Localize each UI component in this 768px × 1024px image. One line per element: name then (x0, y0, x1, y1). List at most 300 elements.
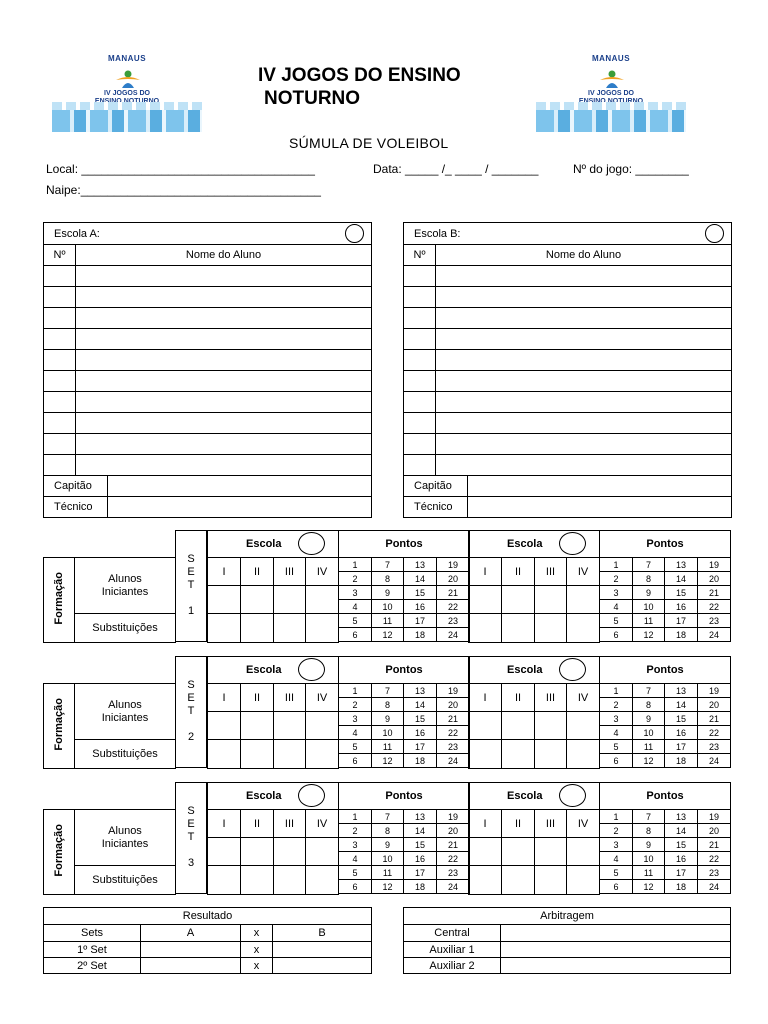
starting-player-cell[interactable] (502, 838, 535, 866)
point-cell[interactable]: 6 (600, 880, 633, 894)
player-name-cell[interactable] (436, 392, 732, 413)
point-cell[interactable]: 24 (437, 754, 470, 768)
points-header: Pontos (600, 657, 731, 684)
starting-player-cell[interactable] (469, 586, 502, 614)
substitution-cell[interactable] (567, 614, 600, 643)
player-number-cell[interactable] (404, 392, 436, 413)
point-cell[interactable]: 2 (339, 572, 372, 586)
point-cell[interactable]: 13 (404, 558, 437, 572)
point-cell[interactable]: 16 (404, 852, 437, 866)
set-number: 1 (187, 605, 195, 617)
point-cell[interactable]: 23 (437, 614, 470, 628)
point-cell[interactable]: 21 (698, 712, 731, 726)
referee-table (403, 907, 731, 974)
result-cell-a[interactable] (141, 958, 241, 974)
substitution-cell[interactable] (208, 740, 241, 769)
substitution-cell[interactable] (306, 740, 339, 769)
point-cell[interactable]: 23 (698, 614, 731, 628)
referee-name-cell[interactable] (501, 942, 731, 958)
point-cell[interactable]: 19 (698, 810, 731, 824)
point-cell[interactable]: 14 (404, 824, 437, 838)
player-name-cell[interactable] (76, 308, 372, 329)
player-number-cell[interactable] (404, 287, 436, 308)
logo-text: IV JOGOS DO (104, 90, 150, 97)
point-cell[interactable]: 23 (437, 866, 470, 880)
point-cell[interactable]: 4 (600, 600, 633, 614)
point-cell[interactable]: 4 (339, 600, 372, 614)
logo-org: MANAUS (591, 54, 631, 63)
starting-player-cell[interactable] (208, 586, 241, 614)
position-i-header: I (208, 558, 241, 586)
local-field[interactable]: Local: ___________________________________ (46, 162, 315, 176)
point-cell[interactable]: 10 (372, 726, 404, 740)
school-mark-circle[interactable] (345, 224, 364, 243)
position-iii-header: III (535, 558, 567, 586)
player-number-cell[interactable] (44, 350, 76, 371)
athlete-icon (598, 70, 626, 90)
school-mark-circle[interactable] (298, 532, 325, 555)
point-cell[interactable]: 21 (698, 838, 731, 852)
result-header-b: B (273, 925, 372, 942)
school-mark-circle[interactable] (705, 224, 724, 243)
substitution-cell[interactable] (274, 740, 306, 769)
point-cell[interactable]: 9 (372, 838, 404, 852)
point-cell[interactable]: 10 (633, 852, 665, 866)
point-cell[interactable]: 9 (633, 838, 665, 852)
point-cell[interactable]: 22 (437, 600, 470, 614)
point-cell[interactable]: 7 (372, 810, 404, 824)
point-cell[interactable]: 11 (372, 614, 404, 628)
starting-player-cell[interactable] (241, 712, 274, 740)
school-header: Escola (208, 657, 339, 684)
point-cell[interactable]: 15 (404, 712, 437, 726)
points-table (338, 656, 470, 768)
point-cell[interactable]: 10 (633, 726, 665, 740)
starting-player-cell[interactable] (535, 586, 567, 614)
player-number-cell[interactable] (404, 434, 436, 455)
set-label-column (175, 656, 207, 768)
point-cell[interactable]: 20 (437, 572, 470, 586)
point-cell[interactable]: 10 (372, 600, 404, 614)
substitution-cell[interactable] (208, 614, 241, 643)
date-field[interactable]: Data: _____ /_ ____ / _______ (373, 162, 539, 176)
point-cell[interactable]: 10 (633, 600, 665, 614)
starting-player-cell[interactable] (535, 838, 567, 866)
point-cell[interactable]: 8 (633, 698, 665, 712)
point-cell[interactable]: 1 (339, 684, 372, 698)
point-cell[interactable]: 19 (437, 558, 470, 572)
point-cell[interactable]: 14 (404, 698, 437, 712)
point-cell[interactable]: 12 (372, 628, 404, 642)
starting-player-cell[interactable] (274, 586, 306, 614)
substitution-cell[interactable] (567, 866, 600, 895)
point-cell[interactable]: 19 (698, 558, 731, 572)
points-header: Pontos (339, 657, 470, 684)
player-name-cell[interactable] (436, 413, 732, 434)
point-cell[interactable]: 14 (665, 824, 698, 838)
point-cell[interactable]: 21 (437, 838, 470, 852)
point-cell[interactable]: 5 (600, 740, 633, 754)
captain-cell[interactable] (108, 476, 372, 497)
starting-player-cell[interactable] (306, 712, 339, 740)
player-number-cell[interactable] (44, 329, 76, 350)
point-cell[interactable]: 8 (372, 824, 404, 838)
set-letter: S (187, 553, 195, 565)
substitution-cell[interactable] (502, 866, 535, 895)
substitution-cell[interactable] (241, 866, 274, 895)
set-label-column (175, 782, 207, 894)
point-cell[interactable]: 1 (600, 684, 633, 698)
point-cell[interactable]: 7 (372, 558, 404, 572)
point-cell[interactable]: 4 (339, 852, 372, 866)
point-cell[interactable]: 18 (665, 628, 698, 642)
point-cell[interactable]: 1 (339, 558, 372, 572)
point-cell[interactable]: 12 (372, 880, 404, 894)
point-cell[interactable]: 6 (600, 754, 633, 768)
player-name-cell[interactable] (76, 329, 372, 350)
point-cell[interactable]: 24 (698, 754, 731, 768)
point-cell[interactable]: 11 (633, 614, 665, 628)
coach-cell[interactable] (468, 497, 732, 518)
substitution-cell[interactable] (306, 614, 339, 643)
position-i-header: I (469, 558, 502, 586)
player-number-cell[interactable] (404, 413, 436, 434)
point-cell[interactable]: 5 (600, 614, 633, 628)
point-cell[interactable]: 18 (404, 754, 437, 768)
school-mark-circle[interactable] (298, 784, 325, 807)
player-name-cell[interactable] (76, 455, 372, 476)
point-cell[interactable]: 18 (404, 628, 437, 642)
point-cell[interactable]: 5 (339, 614, 372, 628)
point-cell[interactable]: 23 (437, 740, 470, 754)
point-cell[interactable]: 8 (372, 572, 404, 586)
point-cell[interactable]: 20 (437, 824, 470, 838)
coach-cell[interactable] (108, 497, 372, 518)
player-name-cell[interactable] (76, 350, 372, 371)
set-letter: T (187, 831, 195, 843)
point-cell[interactable]: 11 (372, 740, 404, 754)
school-header: Escola (469, 657, 600, 684)
starting-player-cell[interactable] (567, 712, 600, 740)
point-cell[interactable]: 19 (437, 810, 470, 824)
substitution-cell[interactable] (241, 740, 274, 769)
substitution-cell[interactable] (535, 740, 567, 769)
point-cell[interactable]: 6 (600, 628, 633, 642)
point-cell[interactable]: 4 (600, 726, 633, 740)
starting-player-cell[interactable] (208, 712, 241, 740)
point-cell[interactable]: 6 (339, 628, 372, 642)
captain-label: Capitão (404, 476, 468, 497)
referee-label: Central (404, 925, 501, 942)
player-number-cell[interactable] (44, 287, 76, 308)
starting-player-cell[interactable] (274, 838, 306, 866)
point-cell[interactable]: 3 (339, 838, 372, 852)
point-cell[interactable]: 8 (372, 698, 404, 712)
starting-player-cell[interactable] (469, 838, 502, 866)
point-cell[interactable]: 23 (698, 866, 731, 880)
point-cell[interactable]: 12 (633, 754, 665, 768)
player-name-cell[interactable] (76, 392, 372, 413)
point-cell[interactable]: 6 (339, 880, 372, 894)
substitution-cell[interactable] (535, 866, 567, 895)
position-iv-header: IV (567, 810, 600, 838)
substitution-cell[interactable] (469, 740, 502, 769)
player-name-cell[interactable] (436, 308, 732, 329)
point-cell[interactable]: 22 (698, 600, 731, 614)
player-number-cell[interactable] (404, 266, 436, 287)
result-cell-a[interactable] (141, 942, 241, 958)
point-cell[interactable]: 24 (437, 880, 470, 894)
point-cell[interactable]: 1 (339, 810, 372, 824)
point-cell[interactable]: 19 (698, 684, 731, 698)
point-cell[interactable]: 12 (633, 628, 665, 642)
substitution-cell[interactable] (208, 866, 241, 895)
school-label: Escola A: (44, 223, 372, 245)
result-cell-b[interactable] (273, 942, 372, 958)
school-mark-circle[interactable] (559, 658, 586, 681)
referee-title: Arbitragem (404, 908, 731, 925)
point-cell[interactable]: 2 (600, 698, 633, 712)
player-name-cell[interactable] (436, 455, 732, 476)
points-header: Pontos (339, 531, 470, 558)
captain-cell[interactable] (468, 476, 732, 497)
starting-player-cell[interactable] (535, 712, 567, 740)
point-cell[interactable]: 2 (339, 824, 372, 838)
point-cell[interactable]: 11 (633, 866, 665, 880)
point-cell[interactable]: 16 (665, 852, 698, 866)
point-cell[interactable]: 17 (665, 614, 698, 628)
point-cell[interactable]: 5 (339, 740, 372, 754)
point-cell[interactable]: 20 (698, 698, 731, 712)
point-cell[interactable]: 13 (665, 558, 698, 572)
set-letter: T (187, 579, 195, 591)
referee-name-cell[interactable] (501, 958, 731, 974)
position-i-header: I (469, 810, 502, 838)
point-cell[interactable]: 18 (665, 880, 698, 894)
point-cell[interactable]: 19 (437, 684, 470, 698)
point-cell[interactable]: 4 (600, 852, 633, 866)
player-name-cell[interactable] (436, 329, 732, 350)
point-cell[interactable]: 15 (404, 838, 437, 852)
substitution-cell[interactable] (274, 614, 306, 643)
point-cell[interactable]: 17 (404, 614, 437, 628)
point-cell[interactable]: 13 (404, 810, 437, 824)
point-cell[interactable]: 17 (665, 740, 698, 754)
starting-player-cell[interactable] (502, 586, 535, 614)
player-name-cell[interactable] (76, 371, 372, 392)
point-cell[interactable]: 2 (339, 698, 372, 712)
result-header-sets: Sets (44, 925, 141, 942)
result-title: Resultado (44, 908, 372, 925)
point-cell[interactable]: 18 (404, 880, 437, 894)
point-cell[interactable]: 13 (665, 810, 698, 824)
point-cell[interactable]: 3 (600, 838, 633, 852)
point-cell[interactable]: 11 (372, 866, 404, 880)
point-cell[interactable]: 8 (633, 572, 665, 586)
point-cell[interactable]: 14 (665, 572, 698, 586)
point-cell[interactable]: 21 (437, 712, 470, 726)
player-number-cell[interactable] (44, 434, 76, 455)
point-cell[interactable]: 13 (665, 684, 698, 698)
substitution-cell[interactable] (274, 866, 306, 895)
starting-player-cell[interactable] (469, 712, 502, 740)
player-number-cell[interactable] (404, 329, 436, 350)
player-number-cell[interactable] (404, 371, 436, 392)
point-cell[interactable]: 3 (600, 712, 633, 726)
point-cell[interactable]: 24 (698, 880, 731, 894)
player-number-cell[interactable] (44, 266, 76, 287)
points-table (338, 530, 470, 642)
starting-player-cell[interactable] (502, 712, 535, 740)
position-ii-header: II (502, 558, 535, 586)
point-cell[interactable]: 11 (633, 740, 665, 754)
player-number-cell[interactable] (44, 413, 76, 434)
substitutions-label: Substituições (75, 614, 176, 643)
point-cell[interactable]: 15 (665, 586, 698, 600)
substitution-cell[interactable] (306, 866, 339, 895)
point-cell[interactable]: 20 (698, 824, 731, 838)
substitution-cell[interactable] (241, 614, 274, 643)
set-letter: T (187, 705, 195, 717)
substitution-cell[interactable] (502, 614, 535, 643)
player-number-cell[interactable] (404, 455, 436, 476)
point-cell[interactable]: 9 (633, 712, 665, 726)
position-iv-header: IV (567, 558, 600, 586)
position-iii-header: III (274, 810, 306, 838)
point-cell[interactable]: 4 (339, 726, 372, 740)
starting-player-cell[interactable] (306, 586, 339, 614)
point-cell[interactable]: 14 (404, 572, 437, 586)
player-name-cell[interactable] (436, 434, 732, 455)
substitution-cell[interactable] (535, 614, 567, 643)
school-label: Escola B: (404, 223, 732, 245)
game-number-field[interactable]: Nº do jogo: ________ (573, 162, 689, 176)
player-number-cell[interactable] (404, 350, 436, 371)
point-cell[interactable]: 9 (372, 712, 404, 726)
position-iv-header: IV (306, 684, 339, 712)
point-cell[interactable]: 22 (698, 726, 731, 740)
point-cell[interactable]: 16 (404, 726, 437, 740)
point-cell[interactable]: 24 (437, 628, 470, 642)
formation-label: Formação (53, 698, 65, 751)
player-name-cell[interactable] (436, 266, 732, 287)
player-name-cell[interactable] (76, 434, 372, 455)
point-cell[interactable]: 16 (665, 600, 698, 614)
point-cell[interactable]: 12 (633, 880, 665, 894)
substitution-cell[interactable] (502, 740, 535, 769)
player-name-cell[interactable] (76, 266, 372, 287)
captain-label: Capitão (44, 476, 108, 497)
point-cell[interactable]: 8 (633, 824, 665, 838)
point-cell[interactable]: 3 (600, 586, 633, 600)
point-cell[interactable]: 20 (437, 698, 470, 712)
naipe-field[interactable]: Naipe:____________________________________ (46, 183, 321, 197)
point-cell[interactable]: 2 (600, 824, 633, 838)
point-cell[interactable]: 15 (404, 586, 437, 600)
player-name-cell[interactable] (76, 413, 372, 434)
referee-name-cell[interactable] (501, 925, 731, 942)
point-cell[interactable]: 7 (633, 558, 665, 572)
point-cell[interactable]: 17 (665, 866, 698, 880)
player-name-cell[interactable] (436, 287, 732, 308)
point-cell[interactable]: 15 (665, 838, 698, 852)
point-cell[interactable]: 3 (339, 586, 372, 600)
player-number-cell[interactable] (44, 308, 76, 329)
starting-player-cell[interactable] (567, 838, 600, 866)
player-number-cell[interactable] (44, 392, 76, 413)
starting-player-cell[interactable] (241, 586, 274, 614)
substitution-cell[interactable] (469, 614, 502, 643)
result-cell-b[interactable] (273, 958, 372, 974)
substitution-cell[interactable] (567, 740, 600, 769)
point-cell[interactable]: 21 (698, 586, 731, 600)
school-mark-circle[interactable] (559, 784, 586, 807)
point-cell[interactable]: 1 (600, 810, 633, 824)
point-cell[interactable]: 22 (437, 852, 470, 866)
player-name-cell[interactable] (436, 350, 732, 371)
starting-player-cell[interactable] (567, 586, 600, 614)
point-cell[interactable]: 5 (339, 866, 372, 880)
point-cell[interactable]: 17 (404, 740, 437, 754)
point-cell[interactable]: 21 (437, 586, 470, 600)
starting-players-label: Alunos Iniciantes (75, 558, 176, 614)
point-cell[interactable]: 16 (404, 600, 437, 614)
coach-label: Técnico (404, 497, 468, 518)
substitution-cell[interactable] (469, 866, 502, 895)
point-cell[interactable]: 9 (372, 586, 404, 600)
player-number-cell[interactable] (404, 308, 436, 329)
point-cell[interactable]: 14 (665, 698, 698, 712)
referee-label: Auxiliar 1 (404, 942, 501, 958)
point-cell[interactable]: 7 (633, 810, 665, 824)
starting-player-cell[interactable] (306, 838, 339, 866)
point-cell[interactable]: 1 (600, 558, 633, 572)
school-mark-circle[interactable] (559, 532, 586, 555)
point-cell[interactable]: 13 (404, 684, 437, 698)
player-name-cell[interactable] (436, 371, 732, 392)
point-cell[interactable]: 2 (600, 572, 633, 586)
point-cell[interactable]: 9 (633, 586, 665, 600)
school-mark-circle[interactable] (298, 658, 325, 681)
point-cell[interactable]: 12 (372, 754, 404, 768)
result-table (43, 907, 372, 974)
player-number-cell[interactable] (44, 371, 76, 392)
point-cell[interactable]: 3 (339, 712, 372, 726)
point-cell[interactable]: 5 (600, 866, 633, 880)
player-name-cell[interactable] (76, 287, 372, 308)
point-cell[interactable]: 18 (665, 754, 698, 768)
player-number-cell[interactable] (44, 455, 76, 476)
point-cell[interactable]: 22 (437, 726, 470, 740)
formation-label-table (43, 683, 176, 769)
point-cell[interactable]: 6 (339, 754, 372, 768)
starting-player-cell[interactable] (208, 838, 241, 866)
name-header: Nome do Aluno (436, 245, 732, 266)
point-cell[interactable]: 23 (698, 740, 731, 754)
position-iv-header: IV (306, 558, 339, 586)
point-cell[interactable]: 24 (698, 628, 731, 642)
point-cell[interactable]: 10 (372, 852, 404, 866)
starting-player-cell[interactable] (274, 712, 306, 740)
point-cell[interactable]: 20 (698, 572, 731, 586)
starting-player-cell[interactable] (241, 838, 274, 866)
point-cell[interactable]: 17 (404, 866, 437, 880)
point-cell[interactable]: 16 (665, 726, 698, 740)
point-cell[interactable]: 22 (698, 852, 731, 866)
point-cell[interactable]: 7 (633, 684, 665, 698)
point-cell[interactable]: 7 (372, 684, 404, 698)
point-cell[interactable]: 15 (665, 712, 698, 726)
